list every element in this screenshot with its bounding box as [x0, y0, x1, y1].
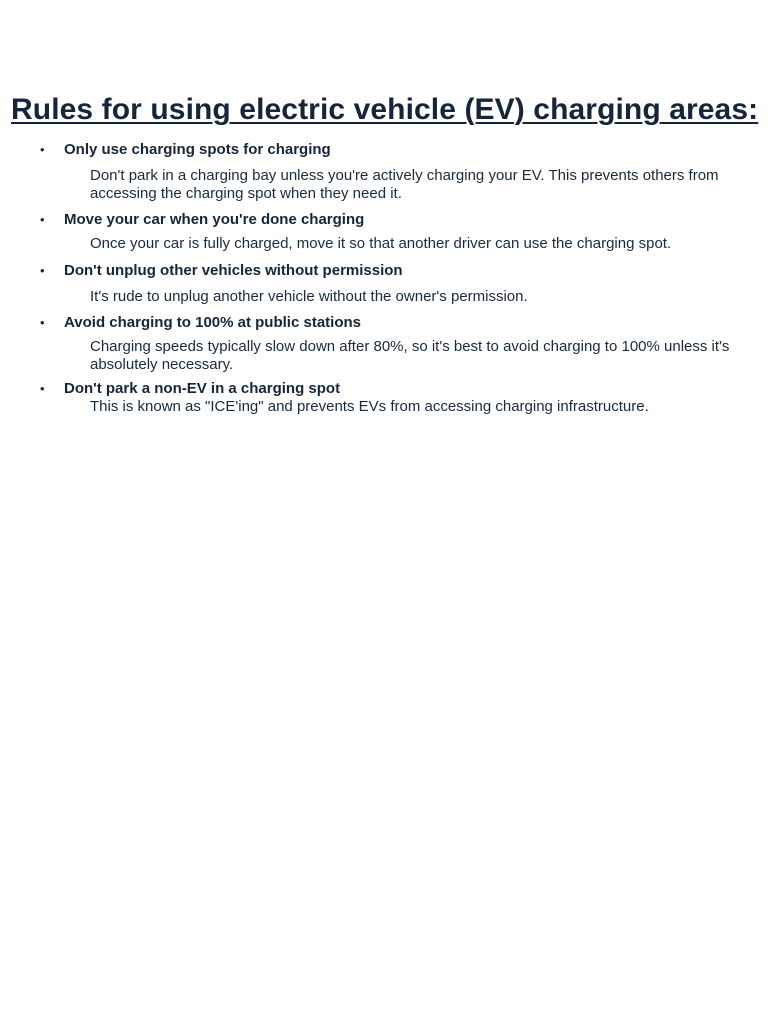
rule-description: Once your car is fully charged, move it so that another driver can use the charging spot.: [90, 235, 672, 252]
bullet-icon: •: [40, 263, 45, 278]
rule-heading: Don't park a non-EV in a charging spot: [64, 380, 341, 397]
rules-list: [0, 140, 768, 416]
list-item: [0, 210, 768, 253]
rule-description: It's rude to unplug another vehicle without the owner's permission.: [90, 288, 528, 305]
rule-heading: Move your car when you're done charging: [64, 211, 365, 228]
list-item: [0, 313, 768, 374]
rule-heading: Don't unplug other vehicles without permission: [64, 262, 403, 279]
page-title: Rules for using electric vehicle (EV) charging areas:: [11, 93, 759, 126]
list-item: [0, 261, 768, 306]
list-item: [0, 140, 768, 203]
bullet-icon: •: [40, 142, 45, 157]
rule-heading: Only use charging spots for charging: [64, 141, 331, 158]
bullet-icon: •: [40, 212, 45, 227]
bullet-icon: •: [40, 381, 45, 396]
rule-description: This is known as "ICE'ing" and prevents EVs from accessing charging infrastructure.: [90, 398, 649, 415]
bullet-icon: •: [40, 315, 45, 330]
rule-heading: Avoid charging to 100% at public stations: [64, 314, 361, 331]
rule-description: Charging speeds typically slow down after 80%, so it's best to avoid charging to 100% unless it's absolutely necessary.: [90, 338, 730, 373]
list-item: [0, 379, 768, 416]
rule-description: Don't park in a charging bay unless you're actively charging your EV. This prevents others from accessing the charging spot when they need it.: [90, 167, 719, 202]
